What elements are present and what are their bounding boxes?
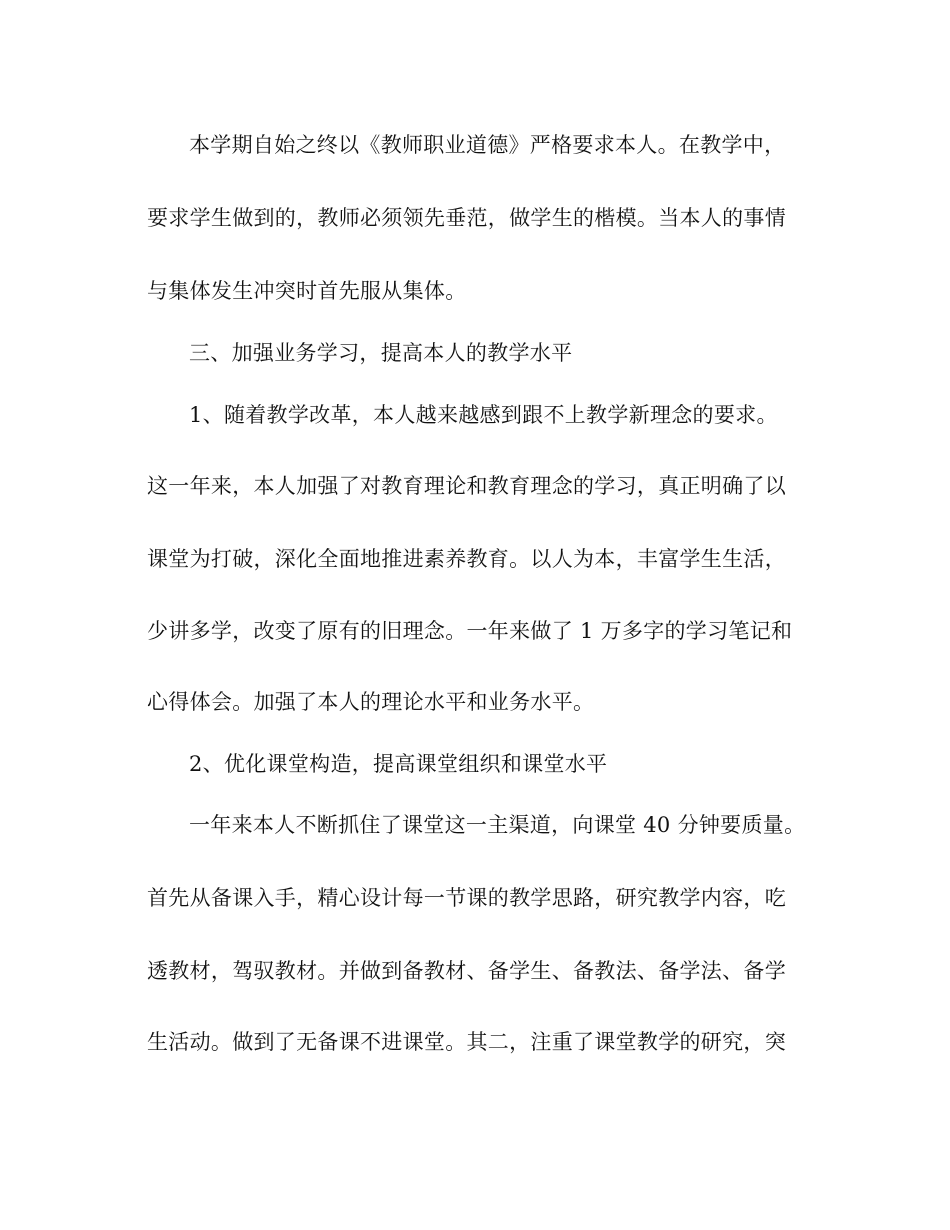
section-heading: 三、加强业务学习，提高本人的教学水平 [189, 341, 573, 365]
paragraph-line: 本学期自始之终以《教师职业道德》严格要求本人。在教学中， [189, 133, 786, 157]
paragraph-line: 首先从备课入手，精心设计每一节课的教学思路，研究教学内容，吃 [147, 886, 786, 910]
paragraph-line: 这一年来，本人加强了对教育理论和教育理念的学习，真正明确了以 [147, 474, 786, 498]
subsection-heading: 1、随着教学改革，本人越来越感到跟不上教学新理念的要求。 [189, 403, 778, 427]
paragraph-line: 少讲多学，改变了原有的旧理念。一年来做了 1 万多字的学习笔记和 [147, 619, 793, 643]
subsection-heading: 2、优化课堂构造，提高课堂组织和课堂水平 [189, 752, 608, 776]
paragraph-line: 与集体发生冲突时首先服从集体。 [147, 279, 467, 303]
paragraph-line: 一年来本人不断抓住了课堂这一主渠道，向课堂 40 分钟要质量。 [189, 813, 806, 837]
paragraph-line: 心得体会。加强了本人的理论水平和业务水平。 [147, 690, 595, 714]
paragraph-line: 课堂为打破，深化全面地推进素养教育。以人为本，丰富学生生活， [147, 547, 786, 571]
paragraph-line: 透教材，驾驭教材。并做到备教材、备学生、备教法、备学法、备学 [147, 959, 786, 983]
paragraph-line: 生活动。做到了无备课不进课堂。其二，注重了课堂教学的研究，突 [147, 1030, 786, 1054]
paragraph-line: 要求学生做到的，教师必须领先垂范，做学生的楷模。当本人的事情 [147, 206, 786, 230]
